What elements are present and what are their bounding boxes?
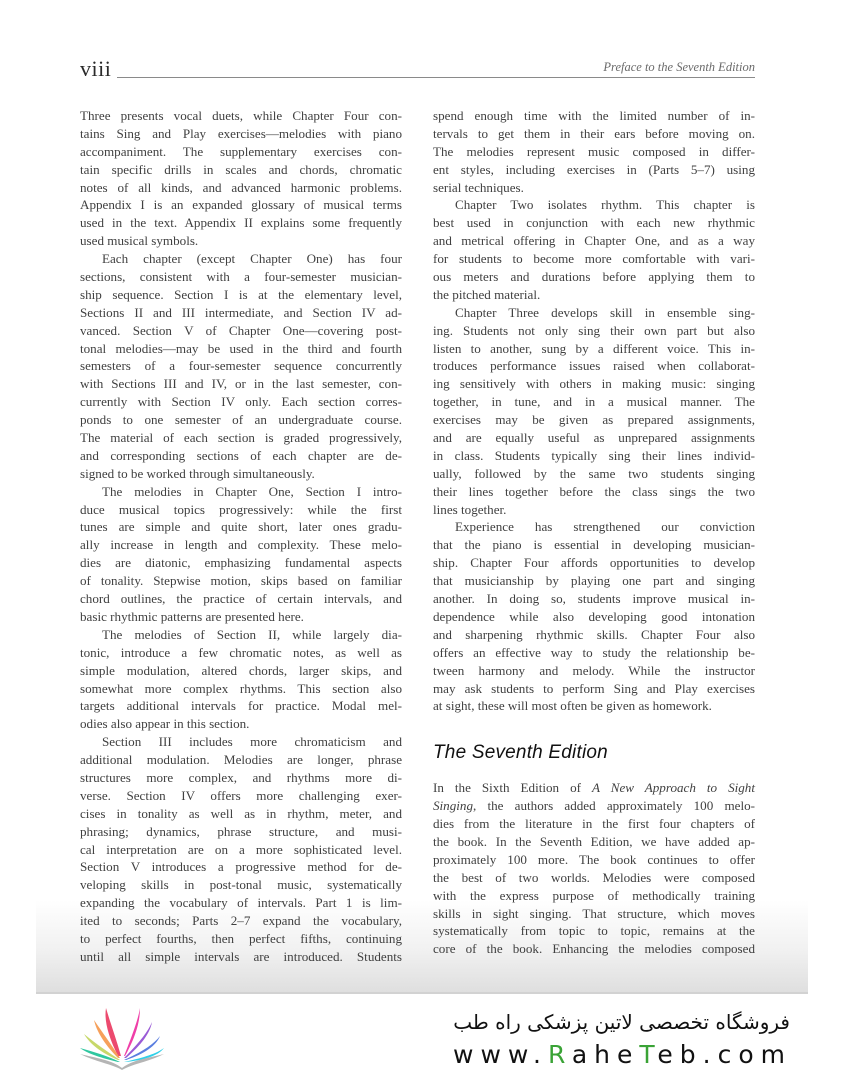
text-line: tunes are simple and quite short, later ones gradu- xyxy=(80,519,402,535)
text-span: , the authors added approximately 100 melo- xyxy=(473,798,755,814)
text-line: dies from the literature in the first four chapters of xyxy=(433,816,755,832)
paragraph-first-line: Each chapter (except Chapter One) has four xyxy=(102,251,402,267)
text-line: best used in conjunction with each new rhythmic xyxy=(433,215,755,231)
text-line: tonal melodies—may be used in the third and fourth xyxy=(80,340,402,356)
paragraph-first-line: Experience has strengthened our conviction xyxy=(455,519,755,535)
paragraph-first-line: The melodies in Chapter One, Section I intro- xyxy=(102,483,402,499)
text-line: tervals to get them in their ears before moving on. xyxy=(433,125,755,141)
text-line: somewhat more complex rhythms. This section also xyxy=(80,680,402,696)
shop-url-link[interactable] xyxy=(448,1040,792,1070)
text-line: ing. Students not only sing their own part but also xyxy=(433,322,755,338)
right-column xyxy=(433,107,755,958)
text-line: The melodies represent music composed in differ- xyxy=(433,143,755,159)
text-line: proximately 100 more. The book continues to offer xyxy=(433,851,755,867)
text-line: odies also appear in this section. xyxy=(80,716,250,732)
book-title: Singing xyxy=(433,798,474,814)
text-line: used in the text. Appendix II explains some frequently xyxy=(80,215,402,231)
text-line: tonic, introduce a few chromatic notes, as well as xyxy=(80,644,402,660)
paragraph-first-line: Chapter Two isolates rhythm. This chapter is xyxy=(455,197,755,213)
text-line: to perfect fourths, then perfect fifths, continuing xyxy=(80,930,402,946)
text-line: offers an effective way to study the relationship be- xyxy=(433,644,755,660)
text-line: cal interpretation are on a more sophisticated level. xyxy=(80,841,402,857)
text-line: Appendix I is an expanded glossary of musical terms xyxy=(80,197,402,213)
text-span: In the Sixth Edition of xyxy=(433,780,592,796)
text-line: tween harmony and melody. While the instructor xyxy=(433,662,755,678)
text-line: expanding the vocabulary of intervals. Part 1 is lim- xyxy=(80,895,402,911)
text-line: Sections II and III intermediate, and Section IV ad- xyxy=(80,304,402,320)
text-line: The material of each section is graded progressively, xyxy=(80,430,402,446)
text-line: tains Sing and Play exercises—melodies with piano xyxy=(80,125,402,141)
text-line: simple modulation, altered chords, larger skips, and xyxy=(80,662,402,678)
text-line: until all simple intervals are introduced. Students xyxy=(80,948,402,964)
text-line: veloping skills in post-tonal music, systematically xyxy=(80,877,402,893)
text-line: with Sections III and IV, or in the last semester, con- xyxy=(80,376,402,392)
url-part: www. xyxy=(453,1040,548,1069)
text-line: of tonality. Stepwise motion, skips based on familiar xyxy=(80,573,402,589)
text-line: that the piano is essential in developing musician- xyxy=(433,537,755,553)
text-line: accompaniment. The supplementary exercises con- xyxy=(80,143,402,159)
watermark-footer xyxy=(0,994,844,1080)
text-line: serial techniques. xyxy=(433,179,524,195)
text-line: at sight, these will most often be given as homework. xyxy=(433,698,712,714)
text-line: dies are diatonic, emphasizing fundamental aspects xyxy=(80,555,402,571)
text-line: systematically from topic to topic, remains at the xyxy=(433,923,755,939)
text-line: duce musical topics progressively: while the first xyxy=(80,501,402,517)
header-rule xyxy=(117,77,755,78)
text-line: ually, followed by the same two students singing xyxy=(433,465,755,481)
text-line: troduces performance issues raised when collaborat- xyxy=(433,358,755,374)
text-line: phrasing; dynamics, phrase structure, and musi- xyxy=(80,823,402,839)
text-line: and corresponding sections of each chapter are de- xyxy=(80,447,402,463)
text-line: spend enough time with the limited number of in- xyxy=(433,108,755,123)
url-part: eb.com xyxy=(657,1040,792,1069)
text-line xyxy=(433,797,755,815)
text-line: ous meters and durations before applying them to xyxy=(433,269,755,285)
text-line: Three presents vocal duets, while Chapter Four con- xyxy=(80,108,402,123)
text-line: the book. In the Seventh Edition, we have added ap- xyxy=(433,833,755,849)
text-line: and are equally useful as unprepared assignments xyxy=(433,430,755,446)
paragraph-first-line: The melodies of Section II, while largely dia- xyxy=(102,626,402,642)
text-line: ally increase in length and complexity. These melo- xyxy=(80,537,402,553)
shop-name: فروشگاه تخصصی لاتین پزشکی راه طب xyxy=(453,1010,790,1034)
text-line: and sharpening rhythmic skills. Chapter Four also xyxy=(433,626,755,642)
text-line: skills in sight singing. That structure, which moves xyxy=(433,905,755,921)
text-line: ship. Chapter Four affords opportunities to develop xyxy=(433,555,755,571)
text-line: ponds to one semester of an undergraduate course. xyxy=(80,412,402,428)
text-line: together, in tune, and in a musical manner. The xyxy=(433,394,755,410)
text-line xyxy=(433,779,755,797)
text-line: with the express purpose of methodically training xyxy=(433,887,755,903)
url-part: ahe xyxy=(571,1040,640,1069)
url-accent-letter: R xyxy=(548,1040,572,1069)
text-line: their lines together before the class sings the two xyxy=(433,483,755,499)
text-line: cises in tonality as well as in rhythm, meter, and xyxy=(80,805,402,821)
url-accent-letter: T xyxy=(639,1040,658,1069)
text-line: core of the book. Enhancing the melodies composed xyxy=(433,941,755,957)
running-title: Preface to the Seventh Edition xyxy=(603,60,755,74)
text-line: currently with Section IV only. Each section corres- xyxy=(80,394,402,410)
text-line: used musical symbols. xyxy=(80,233,199,249)
seventh-edition-lines xyxy=(433,815,755,958)
text-line: dependence while also developing good intonation xyxy=(433,608,755,624)
text-line: the pitched material. xyxy=(433,286,541,302)
text-line: additional modulation. Melodies are longer, phrase xyxy=(80,752,402,768)
text-line: ited to seconds; Parts 2–7 expand the vocabulary, xyxy=(80,913,402,929)
section-heading: The Seventh Edition xyxy=(433,742,608,764)
text-line: tain specific drills in scales and chords, chromatic xyxy=(80,161,402,177)
text-line: for students to become more comfortable with vari- xyxy=(433,251,755,267)
text-line: lines together. xyxy=(433,501,507,517)
text-line: sections, consistent with a four-semester musician- xyxy=(80,269,402,285)
seventh-edition-body xyxy=(433,779,755,958)
text-line: vanced. Section V of Chapter One—covering post- xyxy=(80,322,402,338)
book-title: A New Approach to Sight xyxy=(591,780,755,796)
text-line: another. In doing so, students improve musical in- xyxy=(433,591,755,607)
text-line: notes of all kinds, and advanced harmonic problems. xyxy=(80,179,402,195)
text-line: ing sensitively with others in making music: singing xyxy=(433,376,755,392)
text-line: signed to be worked through simultaneously. xyxy=(80,465,315,481)
right-column-body xyxy=(433,107,755,715)
text-line: and metrical offering in Chapter One, and as a way xyxy=(433,233,755,249)
text-line: listen to another, sung by a different voice. This in- xyxy=(433,340,755,356)
text-line: chord outlines, the practice of certain intervals, and xyxy=(80,591,402,607)
text-line: basic rhythmic patterns are presented here. xyxy=(80,608,304,624)
text-line: structures more complex, and rhythms more di- xyxy=(80,769,402,785)
text-line: ent styles, including exercises in (Parts 5–7) using xyxy=(433,161,755,177)
running-head xyxy=(80,58,755,82)
left-column xyxy=(80,107,402,966)
text-line: that musicianship by playing one part and singing xyxy=(433,573,755,589)
paragraph-first-line: Chapter Three develops skill in ensemble sing- xyxy=(455,304,755,320)
text-line: may ask students to perform Sing and Play exercises xyxy=(433,680,755,696)
text-line: ship sequence. Section I is at the elementary level, xyxy=(80,286,402,302)
text-line: the best of two worlds. Melodies were composed xyxy=(433,869,755,885)
text-line: targets additional intervals for practice. Modal mel- xyxy=(80,698,402,714)
text-line: in class. Students typically sing their lines individ- xyxy=(433,447,755,463)
text-line: exercises may be given as prepared assignments, xyxy=(433,412,755,428)
text-line: semesters of a four-semester sequence concurrently xyxy=(80,358,402,374)
open-book-rainbow-icon xyxy=(78,1006,166,1070)
text-line: Section V introduces a progressive method for de- xyxy=(80,859,402,875)
paragraph-first-line: Section III includes more chromaticism and xyxy=(102,734,402,750)
text-line: verse. Section IV offers more challenging exer- xyxy=(80,787,402,803)
page-number: viii xyxy=(80,56,112,81)
